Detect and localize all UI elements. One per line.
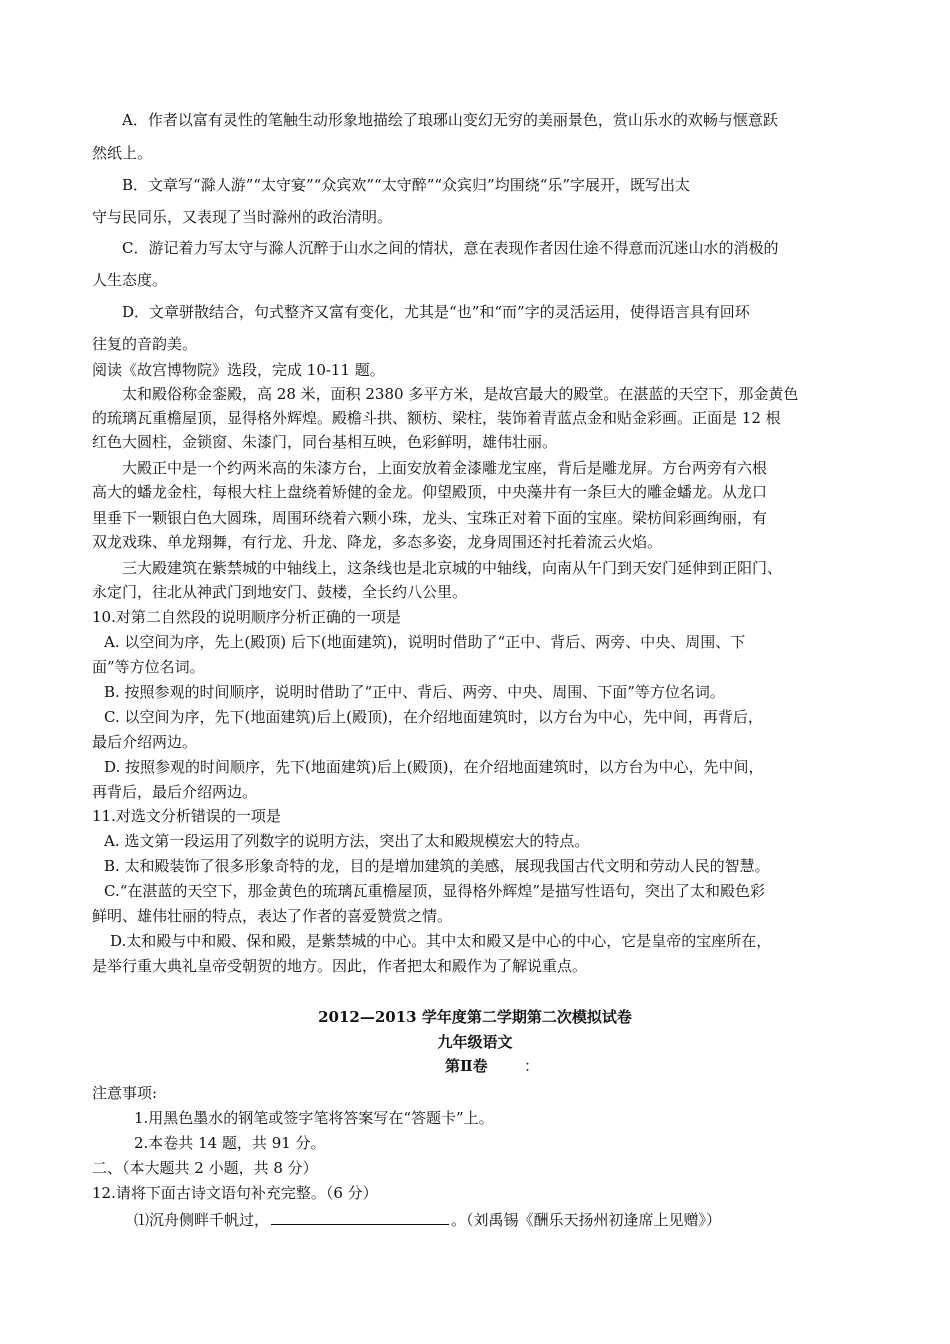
exam-volume-mark: ：: [524, 1057, 540, 1075]
answer-blank[interactable]: [271, 1208, 449, 1225]
q10-option-line: B. 按照参观的时间顺序，说明时借助了“正中、背后、两旁、中央、周围、下面”等方位名词。: [104, 683, 725, 701]
q10-option-line: 最后介绍两边。: [92, 733, 198, 751]
q10-stem: 10.对第二自然段的说明顺序分析正确的一项是: [92, 608, 401, 626]
q12-item-1: [134, 1208, 721, 1230]
exam-subtitle: 九年级语文: [437, 1033, 513, 1051]
q11-option-line: D.太和殿与中和殿、保和殿，是紫禁城的中心。其中太和殿又是中心的中心，它是皇帝的宝座所在，: [110, 932, 772, 950]
q11-stem: 11.对选文分析错误的一项是: [92, 807, 281, 825]
q9-option-c-line2: 人生态度。: [92, 271, 168, 289]
passage-line: 的琉璃瓦重檐屋顶，显得格外辉煌。殿檐斗拱、额枋、梁柱，装饰着青蓝点金和贴金彩画。正面是 12 根: [92, 409, 781, 427]
q11-option-line: B. 太和殿装饰了很多形象奇特的龙，目的是增加建筑的美感，展现我国古代文明和劳动人民的智慧。: [104, 857, 770, 875]
q10-option-line: A. 以空间为序，先上(殿顶) 后下(地面建筑)，说明时借助了“正中、背后、两旁、中央、周围、下: [104, 633, 746, 651]
notes-heading: 注意事项:: [92, 1084, 158, 1102]
exam-title: 2012—2013 学年度第二学期第二次模拟试卷: [318, 1008, 632, 1026]
passage-line: 太和殿俗称金銮殿，高 28 米，面积 2380 多平方米，是故宫最大的殿堂。在湛蓝的天空下，那金黄色: [122, 385, 799, 403]
q11-option-line: A. 选文第一段运用了列数字的说明方法，突出了太和殿规模宏大的特点。: [104, 832, 590, 850]
passage-line: 永定门，往北从神武门到地安门、鼓楼，全长约八公里。: [92, 583, 468, 601]
passage-line: 高大的蟠龙金柱，每根大柱上盘绕着矫健的金龙。仰望殿顶，中央藻井有一条巨大的雕金蟠龙。从龙口: [92, 483, 768, 501]
q9-option-b-line2: 守与民同乐，又表现了当时滁州的政治清明。: [92, 208, 393, 226]
exam-volume: 第Ⅱ卷: [445, 1057, 488, 1075]
q10-option-line: D. 按照参观的时间顺序，先下(地面建筑)后上(殿顶)，在介绍地面建筑时，以方台为中心，先中间，: [104, 758, 764, 776]
notes-item: 1.用黑色墨水的钢笔或签字笔将答案写在“答题卡”上。: [134, 1109, 494, 1127]
q11-option-line: C.“在湛蓝的天空下，那金黄色的琉璃瓦重檐屋顶，显得格外辉煌”是描写性语句，突出了太和殿色彩: [104, 882, 766, 900]
q12-item-suffix: 。（刘禹锡《酬乐天扬州初逢席上见赠》）: [451, 1211, 722, 1229]
q9-option-b-line1: B．文章写“滁人游”“太守宴”“众宾欢”“太守醉”“众宾归”均围绕“乐”字展开，既写出太: [122, 176, 691, 194]
section-two-heading: 二、（本大题共 2 小题，共 8 分）: [92, 1159, 318, 1177]
passage-line: 三大殿建筑在紫禁城的中轴线上，这条线也是北京城的中轴线，向南从午门到天安门延伸到正阳门、: [122, 559, 783, 577]
q10-option-line: C. 以空间为序，先下(地面建筑)后上(殿顶)，在介绍地面建筑时，以方台为中心，先中间，再背后，: [104, 708, 763, 726]
q11-option-line: 是举行重大典礼皇帝受朝贺的地方。因此，作者把太和殿作为了解说重点。: [92, 957, 588, 975]
passage-line: 大殿正中是一个约两米高的朱漆方台，上面安放着金漆雕龙宝座，背后是雕龙屏。方台两旁有六根: [122, 459, 768, 477]
q9-option-d-line1: D．文章骈散结合，句式整齐又富有变化，尤其是“也”和“而”字的灵活运用，使得语言具有回环: [122, 303, 750, 321]
q9-option-a-line2: 然纸上。: [92, 144, 153, 162]
q10-option-line: 面”等方位名词。: [92, 658, 205, 676]
passage-line: 红色大圆柱，金锁窗、朱漆门，同台基相互映，色彩鲜明，雄伟壮丽。: [92, 433, 558, 451]
q10-option-line: 再背后，最后介绍两边。: [92, 783, 258, 801]
q11-option-line: 鲜明、雄伟壮丽的特点，表达了作者的喜爱赞赏之情。: [92, 907, 453, 925]
q9-option-d-line2: 往复的音韵美。: [92, 335, 198, 353]
reading-intro: 阅读《故宫博物院》选段，完成 10-11 题。: [92, 361, 385, 379]
q12-stem: 12.请将下面古诗文语句补充完整。（6 分）: [92, 1184, 378, 1202]
passage-line: 里垂下一颗银白色大圆珠，周围环绕着六颗小珠，龙头、宝珠正对着下面的宝座。梁枋间彩画绚丽，有: [92, 509, 768, 527]
notes-item: 2.本卷共 14 题，共 91 分。: [134, 1134, 326, 1152]
q12-item-prefix: ⑴沉舟侧畔千帆过，: [134, 1211, 270, 1229]
q9-option-a-line1: A．作者以富有灵性的笔触生动形象地描绘了琅琊山变幻无穷的美丽景色，赏山乐水的欢畅与惬意跃: [122, 111, 778, 129]
passage-line: 双龙戏珠、单龙翔舞，有行龙、升龙、降龙，多态多姿，龙身周围还衬托着流云火焰。: [92, 533, 663, 551]
q9-option-c-line1: C．游记着力写太守与滁人沉醉于山水之间的情状，意在表现作者因仕途不得意而沉迷山水的消极的: [122, 239, 779, 257]
